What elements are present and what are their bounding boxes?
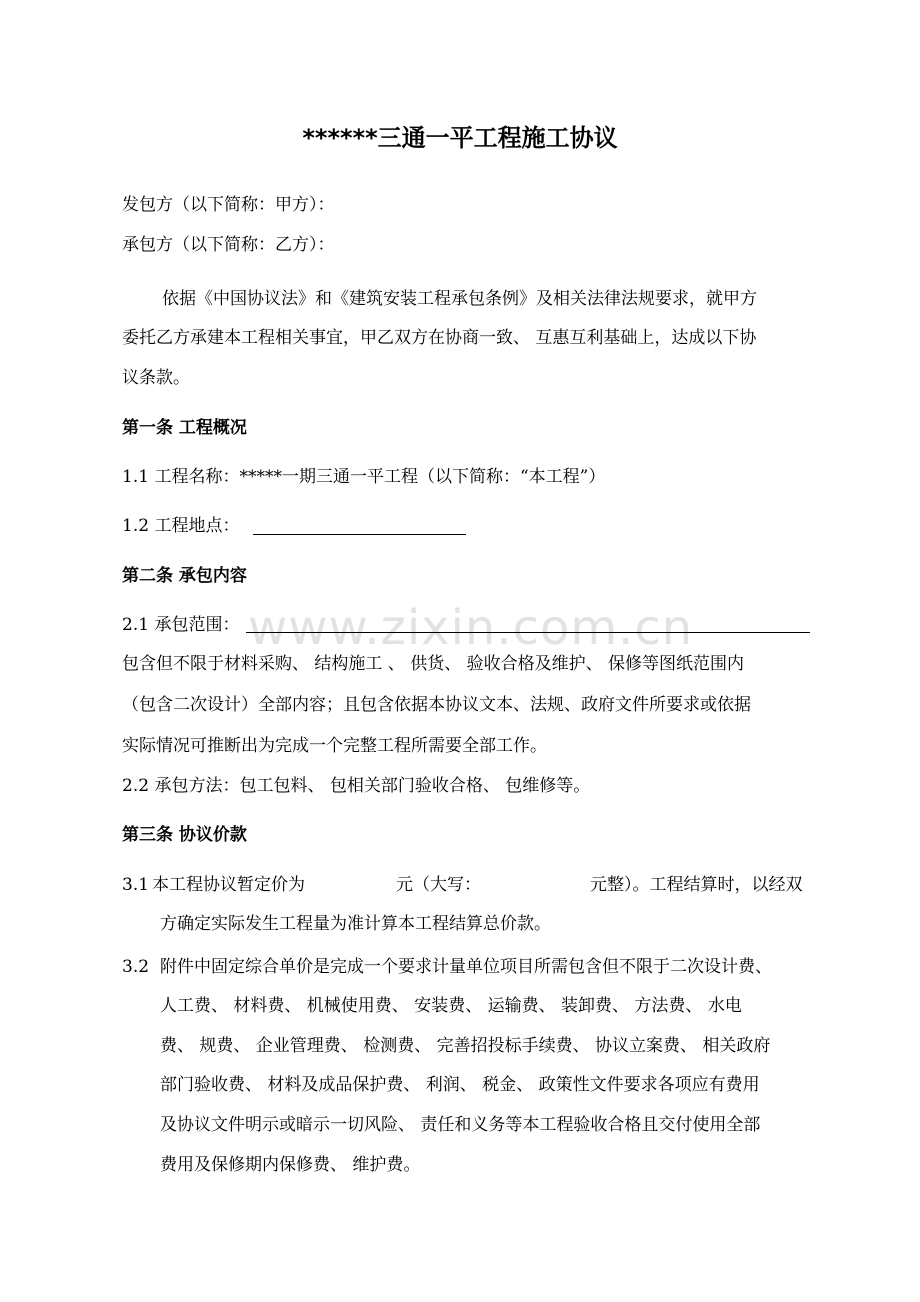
scope-line-3: 实际情况可推断出为完成一个完整工程所需要全部工作。 bbox=[122, 736, 547, 756]
item-3-2-line-5: 及协议文件明示或暗示一切风险、 责任和义务等本工程验收合格且交付使用全部 bbox=[160, 1115, 761, 1135]
article-1-heading: 第一条 工程概况 bbox=[122, 418, 247, 438]
item-2-2: 2.2 承包方法：包工包料、 包相关部门验收合格、 包维修等。 bbox=[122, 776, 591, 796]
document-title: ******三通一平工程施工协议 bbox=[302, 124, 618, 152]
item-1-2: 1.2 工程地点： bbox=[122, 516, 240, 536]
scope-line-2: （包含二次设计）全部内容；且包含依据本协议文本、法规、政府文件所要求或依据 bbox=[122, 695, 751, 715]
party-a-line: 发包方（以下简称：甲方）： bbox=[122, 195, 335, 215]
intro-line-2: 委托乙方承建本工程相关事宜，甲乙双方在协商一致、 互惠互利基础上，达成以下协 bbox=[122, 328, 757, 348]
party-b-line: 承包方（以下简称：乙方）： bbox=[122, 235, 335, 255]
item-3-1-text-a: 本工程协议暂定价为 bbox=[152, 875, 305, 895]
item-3-2-line-4: 部门验收费、 材料及成品保护费、 利润、 税金、 政策性文件要求各项应有费用 bbox=[160, 1075, 760, 1095]
item-3-1-text-c: 元整）。工程结算时，以经双 bbox=[590, 875, 803, 895]
location-blank-line bbox=[253, 534, 466, 535]
scope-line-1: 包含但不限于材料采购、 结构施工 、 供货、 验收合格及维护、 保修等图纸范围内 bbox=[122, 654, 745, 674]
item-3-1-text-b: 元（大写： bbox=[396, 875, 481, 895]
article-2-heading: 第二条 承包内容 bbox=[122, 566, 247, 586]
item-3-2-line-1: 附件中固定综合单价是完成一个要求计量单位项目所需包含但不限于二次设计费、 bbox=[160, 957, 772, 977]
intro-line-3: 议条款。 bbox=[122, 368, 190, 388]
scope-blank-line bbox=[246, 632, 810, 633]
item-3-2-line-2: 人工费、 材料费、 机械使用费、 安装费、 运输费、 装卸费、 方法费、 水电 bbox=[160, 996, 742, 1016]
item-3-1-label: 3.1 bbox=[122, 875, 150, 895]
item-3-2-label: 3.2 bbox=[122, 957, 150, 977]
intro-line-1: 依据《中国协议法》和《建筑安装工程承包条例》及相关法律法规要求，就甲方 bbox=[162, 289, 757, 309]
item-1-1: 1.1 工程名称：*****一期三通一平工程（以下简称：“本工程”） bbox=[122, 467, 606, 487]
item-3-2-line-6: 费用及保修期内保修费、 维护费。 bbox=[160, 1155, 421, 1175]
watermark: www.zixin.com.cn bbox=[248, 600, 694, 656]
item-3-1-cont: 方确定实际发生工程量为准计算本工程结算总价款。 bbox=[160, 914, 551, 934]
item-3-2-line-3: 费、 规费、 企业管理费、 检测费、 完善招投标手续费、 协议立案费、 相关政府 bbox=[160, 1036, 771, 1056]
article-3-heading: 第三条 协议价款 bbox=[122, 825, 247, 845]
item-2-1: 2.1 承包范围： bbox=[122, 615, 240, 635]
